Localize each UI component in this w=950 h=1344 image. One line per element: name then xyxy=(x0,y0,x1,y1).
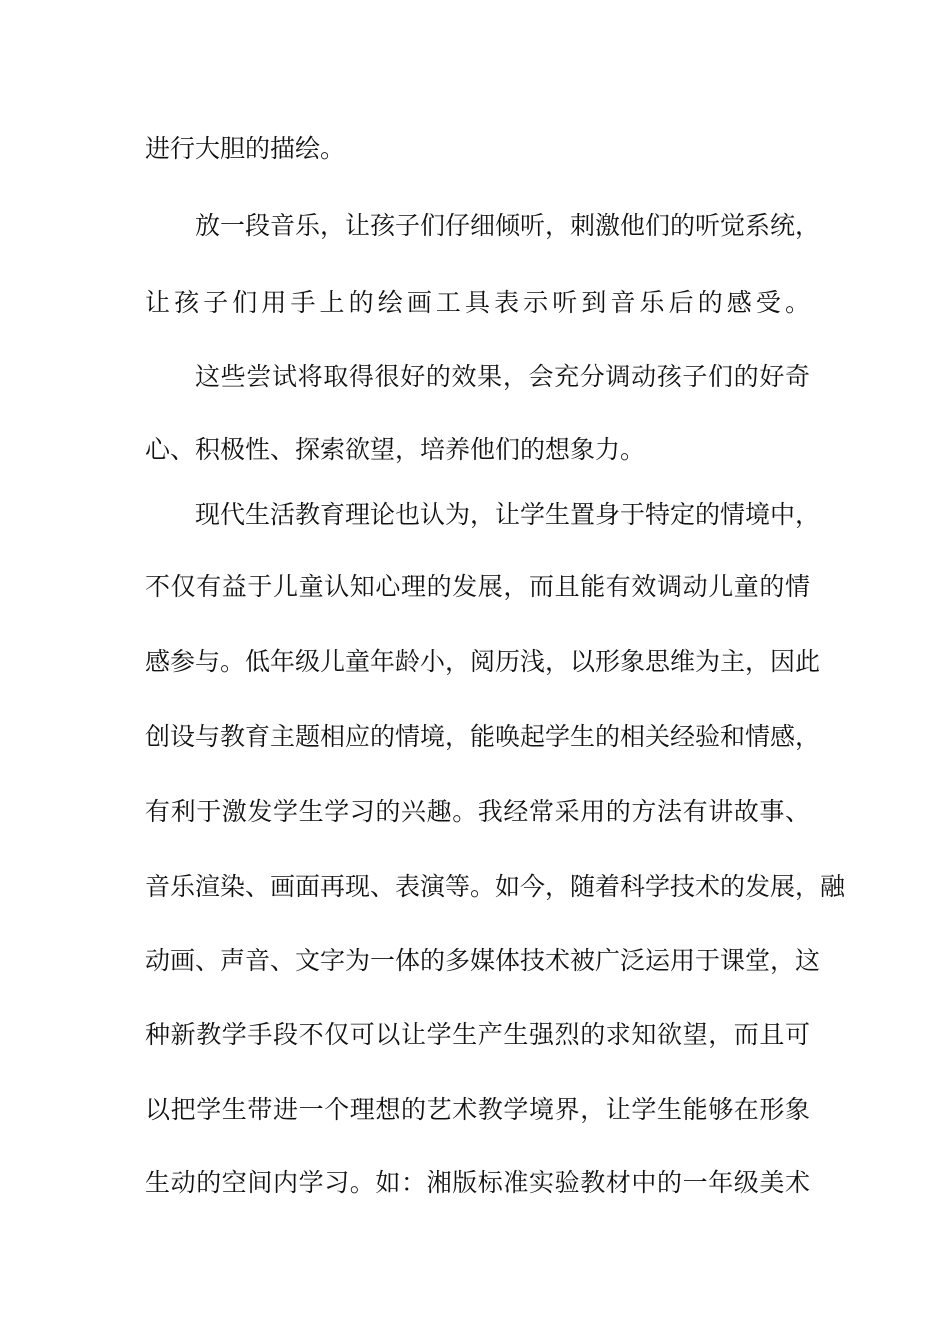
text-line-3: 让孩子们用手上的绘画工具表示听到音乐后的感受。 xyxy=(145,288,810,317)
text-line-6: 现代生活教育理论也认为，让学生置身于特定的情境中， xyxy=(195,500,821,529)
text-line-12: 动画、声音、文字为一体的多媒体技术被广泛运用于课堂，这 xyxy=(145,946,821,975)
text-line-14: 以把学生带进一个理想的艺术教学境界，让学生能够在形象 xyxy=(145,1095,810,1124)
text-line-5: 心、积极性、探索欲望，培养他们的想象力。 xyxy=(145,435,646,464)
text-line-13: 种新教学手段不仅可以让学生产生强烈的求知欲望，而且可 xyxy=(145,1020,810,1049)
text-line-9: 创设与教育主题相应的情境，能唤起学生的相关经验和情感， xyxy=(145,722,821,751)
text-line-15: 生动的空间内学习。如：湘版标准实验教材中的一年级美术 xyxy=(145,1168,810,1197)
text-line-4: 这些尝试将取得很好的效果，会充分调动孩子们的好奇 xyxy=(195,362,810,391)
text-line-1: 进行大胆的描绘。 xyxy=(145,134,346,163)
text-line-11: 音乐渲染、画面再现、表演等。如今，随着科学技术的发展，融 xyxy=(145,872,846,901)
text-line-7: 不仅有益于儿童认知心理的发展，而且能有效调动儿童的情 xyxy=(145,572,810,601)
text-line-2: 放一段音乐，让孩子们仔细倾听，刺激他们的听觉系统， xyxy=(195,211,821,240)
text-line-8: 感参与。低年级儿童年龄小，阅历浅，以形象思维为主，因此 xyxy=(145,647,821,676)
text-line-10: 有利于激发学生学习的兴趣。我经常采用的方法有讲故事、 xyxy=(145,797,810,826)
